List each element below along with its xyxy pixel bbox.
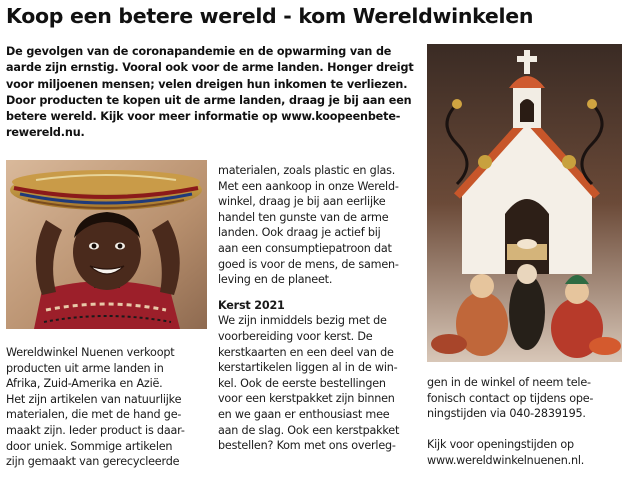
body-line: aan een consumptiepatroon dat (218, 241, 392, 255)
column-2-text (218, 163, 416, 454)
body-line: kerstartikelen liggen al in de win- (218, 361, 398, 375)
body-line: kerstkaarten en een deel van de (218, 345, 394, 359)
body-line: door uniek. Sommige artikelen (6, 439, 173, 453)
intro-line: De gevolgen van de coronapandemie en de opwarming van de (6, 45, 392, 58)
column-1-text (6, 345, 206, 470)
body-line: Kijk voor openingstijden op (427, 438, 574, 452)
body-line: en we gaan er enthousiast mee (218, 407, 390, 421)
intro-line: rewereld.nu. (6, 126, 85, 140)
body-line: landen. Ook draag je actief bij (218, 226, 381, 240)
intro-line: voor miljoenen mensen; velen dreigen hun inkomen te verliezen. (6, 77, 408, 91)
body-line: voorbereiding voor kerst. De (218, 329, 373, 343)
body-line: gen in de winkel of neem tele- (427, 376, 591, 389)
section-heading-kerst: Kerst 2021 (218, 298, 285, 312)
article-headline: Koop een betere wereld - kom Wereldwinkelen (6, 4, 534, 28)
body-line: Wereldwinkel Nuenen verkoopt (6, 346, 175, 359)
body-line: materialen, zoals plastic en glas. (218, 164, 396, 177)
child-with-basket-illustration (6, 160, 207, 329)
body-line: www.wereldwinkelnuenen.nl. (427, 453, 585, 467)
body-line: voor een kerstpakket zijn binnen (218, 392, 395, 406)
body-line: fonisch contact op tijdens ope- (427, 391, 594, 405)
intro-line: aarde zijn ernstig. Vooral ook voor de arme landen. Honger dreigt (6, 61, 414, 75)
body-line: winkel, draag je bij aan eerlijke (218, 195, 386, 209)
body-line: bestellen? Kom met ons overleg- (218, 439, 396, 453)
ceramic-nativity-photo (427, 44, 622, 362)
body-line: leving en de planeet. (218, 273, 333, 287)
body-line: kel. Ook de eerste bestellingen (218, 376, 386, 390)
intro-line: Door producten te kopen uit de arme landen, draag je bij aan een (6, 93, 412, 107)
body-line: Afrika, Zuid-Amerika en Azië. (6, 377, 163, 391)
body-line: aan de slag. Ook een kerstpakket (218, 423, 400, 437)
body-line: materialen, die met de hand ge- (6, 408, 182, 422)
body-line: Het zijn artikelen van natuurlijke (6, 392, 182, 406)
intro-line: betere wereld. Kijk voor meer informatie op www.koopeenbete- (6, 110, 401, 124)
column-3-text (427, 375, 623, 469)
body-line: goed is voor de mens, de samen- (218, 257, 399, 271)
paragraph-gap (427, 422, 623, 438)
intro-paragraph (6, 44, 414, 142)
nativity-scene-illustration (427, 44, 622, 362)
body-line: zijn gemaakt van gerecycleerde (6, 455, 180, 469)
body-line: We zijn inmiddels bezig met de (218, 314, 387, 328)
body-line: handel ten gunste van de arme (218, 210, 389, 224)
child-with-basket-photo (6, 160, 207, 329)
body-line: ningstijden via 040-2839195. (427, 407, 586, 421)
body-line: Met een aankoop in onze Wereld- (218, 179, 399, 193)
body-line: maakt zijn. Ieder product is daar- (6, 423, 185, 437)
body-line: producten uit arme landen in (6, 361, 164, 375)
